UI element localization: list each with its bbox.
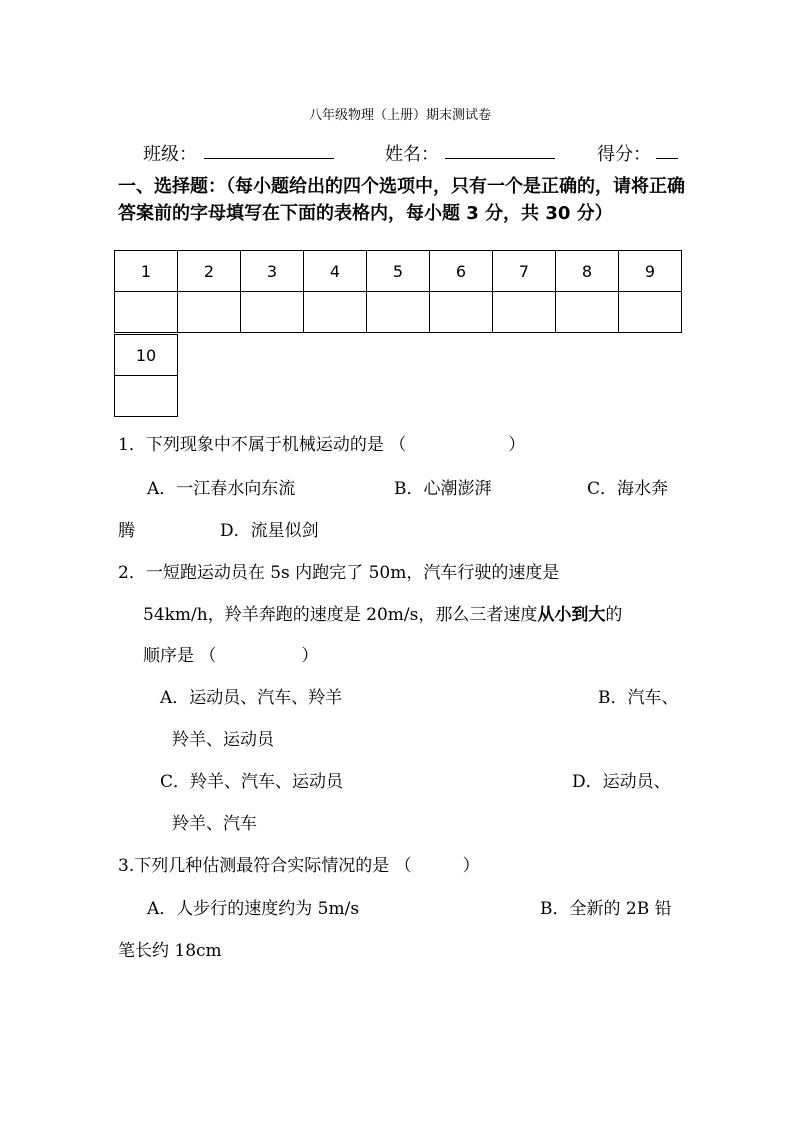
question-2-emphasis: 从小到大	[537, 605, 606, 625]
question-2-option-a: A．运动员、汽车、羚羊	[160, 688, 343, 708]
question-2-option-b: B．汽车、	[598, 688, 679, 708]
section-heading: 一、选择题：（每小题给出的四个选项中，只有一个是正确的，请将正确答案前的字母填写在下面的表格内，每小题 3 分，共 30 分）	[118, 176, 685, 224]
name-label: 姓名：	[385, 144, 439, 165]
answer-blank-cell[interactable]	[430, 292, 493, 333]
question-3-option-a: A．人步行的速度约为 5m/s	[147, 899, 360, 919]
question-1-stem: 1．下列现象中不属于机械运动的是 （ ）	[118, 435, 526, 455]
question-2-stem-text: 54km/h，羚羊奔跑的速度是 20m/s，那么三者速度	[143, 605, 538, 625]
answer-number-cell: 4	[304, 251, 367, 292]
question-2-stem-line-3: 顺序是 （ ）	[143, 646, 319, 666]
question-2-option-d-continued: 羚羊、汽车	[172, 814, 257, 834]
question-1-option-a: A．一江春水向东流	[147, 479, 296, 499]
question-3-option-b-continued: 笔长约 18cm	[118, 941, 222, 961]
answer-blank-cell[interactable]	[556, 292, 619, 333]
question-2-stem-line-2	[143, 600, 622, 625]
answer-number-cell: 3	[241, 251, 304, 292]
question-2-stem-line-1: 2．一短跑运动员在 5s 内跑完了 50m，汽车行驶的速度是	[118, 563, 560, 583]
question-2-option-d: D．运动员、	[572, 772, 671, 792]
question-3-option-b: B．全新的 2B 铅	[540, 899, 672, 919]
answer-blank-cell[interactable]	[493, 292, 556, 333]
answer-blank-cell[interactable]	[115, 376, 178, 417]
question-3-stem: 3.下列几种估测最符合实际情况的是 （ ）	[118, 856, 480, 876]
answer-number-cell: 9	[619, 251, 682, 292]
answer-number-cell: 8	[556, 251, 619, 292]
question-1-option-c-continued: 腾	[118, 521, 135, 541]
answer-blank-cell[interactable]	[367, 292, 430, 333]
question-1-option-c: C．海水奔	[587, 479, 669, 499]
answer-number-cell: 6	[430, 251, 493, 292]
answer-number-cell: 7	[493, 251, 556, 292]
answer-table	[114, 250, 682, 333]
question-2-option-b-continued: 羚羊、运动员	[172, 730, 274, 750]
question-2-option-c: C．羚羊、汽车、运动员	[160, 772, 344, 792]
answer-number-cell: 1	[115, 251, 178, 292]
answer-blank-cell[interactable]	[619, 292, 682, 333]
score-blank	[656, 140, 678, 159]
page-title: 八年级物理（上册）期末测试卷	[308, 108, 491, 123]
answer-blank-cell[interactable]	[115, 292, 178, 333]
answer-number-cell: 5	[367, 251, 430, 292]
answer-blank-cell[interactable]	[304, 292, 367, 333]
answer-number-cell: 10	[115, 335, 178, 376]
answer-table-continued	[114, 334, 178, 417]
answer-number-cell: 2	[178, 251, 241, 292]
question-1-option-d: D．流星似剑	[220, 521, 319, 541]
name-blank	[445, 140, 555, 159]
question-1-option-b: B．心潮澎湃	[394, 479, 492, 499]
class-blank	[204, 140, 334, 159]
question-2-stem-tail: 的	[605, 605, 623, 625]
answer-blank-cell[interactable]	[241, 292, 304, 333]
class-label: 班级：	[143, 144, 197, 165]
score-label: 得分：	[597, 144, 651, 165]
answer-blank-cell[interactable]	[178, 292, 241, 333]
